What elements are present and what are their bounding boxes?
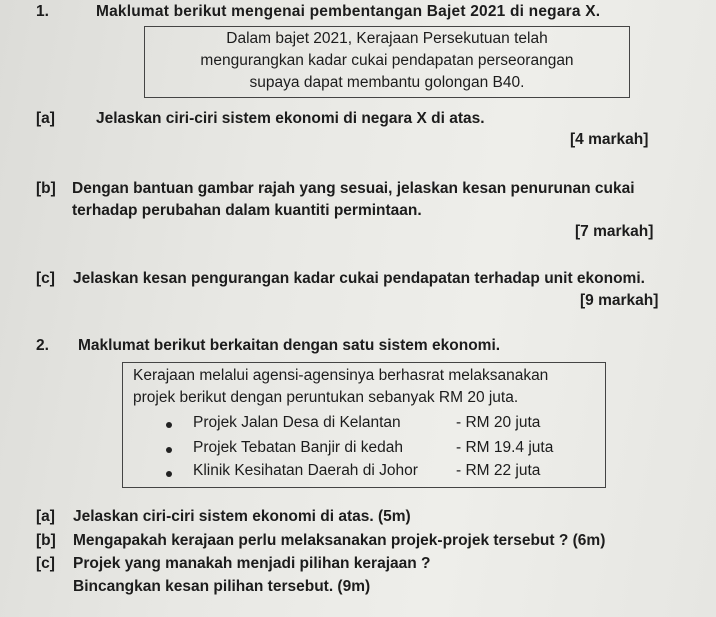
q1-box-line-1: Dalam bajet 2021, Kerajaan Persekutuan telah xyxy=(226,30,548,47)
q1b-marks: [7 markah] xyxy=(575,223,654,240)
q1-box-line-3: supaya dapat membantu golongan B40. xyxy=(249,74,525,91)
q1-title: Maklumat berikut mengenai pembentangan Bajet 2021 di negara X. xyxy=(96,3,601,20)
project-1-amount: - RM 20 juta xyxy=(456,414,541,431)
q1-box-line-2: mengurangkan kadar cukai pendapatan perseorangan xyxy=(200,52,574,69)
q2-box-line-2: projek berikut dengan peruntukan sebanyak RM 20 juta. xyxy=(133,389,519,406)
project-2-name: Projek Tebatan Banjir di kedah xyxy=(193,439,403,456)
project-3-amount: - RM 22 juta xyxy=(456,462,541,479)
q2-number: 2. xyxy=(36,337,49,354)
q1b-label: [b] xyxy=(36,180,56,197)
q1-number: 1. xyxy=(36,3,49,20)
project-2-amount: - RM 19.4 juta xyxy=(456,439,554,456)
q1c-marks: [9 markah] xyxy=(580,292,659,309)
bullet-icon xyxy=(166,471,172,477)
q2-box-line-1: Kerajaan melalui agensi-agensinya berhasrat melaksanakan xyxy=(133,367,549,384)
q2-info-box xyxy=(122,362,606,488)
q2c-text-1: Projek yang manakah menjadi pilihan kerajaan ? xyxy=(73,555,431,572)
q2b-text: Mengapakah kerajaan perlu melaksanakan projek-projek tersebut ? (6m) xyxy=(73,532,606,549)
q1c-label: [c] xyxy=(36,270,55,287)
q1c-text: Jelaskan kesan pengurangan kadar cukai pendapatan terhadap unit ekonomi. xyxy=(73,270,645,287)
q2-title: Maklumat berikut berkaitan dengan satu sistem ekonomi. xyxy=(78,337,501,354)
q2a-text: Jelaskan ciri-ciri sistem ekonomi di atas. (5m) xyxy=(73,508,411,525)
project-1-name: Projek Jalan Desa di Kelantan xyxy=(193,414,401,431)
q2b-label: [b] xyxy=(36,532,56,549)
bullet-icon xyxy=(166,447,172,453)
bullet-icon xyxy=(166,422,172,428)
q1-info-box xyxy=(144,26,630,98)
q1b-text-1: Dengan bantuan gambar rajah yang sesuai, jelaskan kesan penurunan cukai xyxy=(72,180,635,197)
q1a-text: Jelaskan ciri-ciri sistem ekonomi di negara X di atas. xyxy=(96,110,485,127)
q2c-text-2: Bincangkan kesan pilihan tersebut. (9m) xyxy=(73,578,371,595)
q1a-marks: [4 markah] xyxy=(570,131,649,148)
q2c-label: [c] xyxy=(36,555,55,572)
q1b-text-2: terhadap perubahan dalam kuantiti permintaan. xyxy=(72,202,422,219)
q1a-label: [a] xyxy=(36,110,55,127)
project-3-name: Klinik Kesihatan Daerah di Johor xyxy=(193,462,418,479)
q2a-label: [a] xyxy=(36,508,55,525)
